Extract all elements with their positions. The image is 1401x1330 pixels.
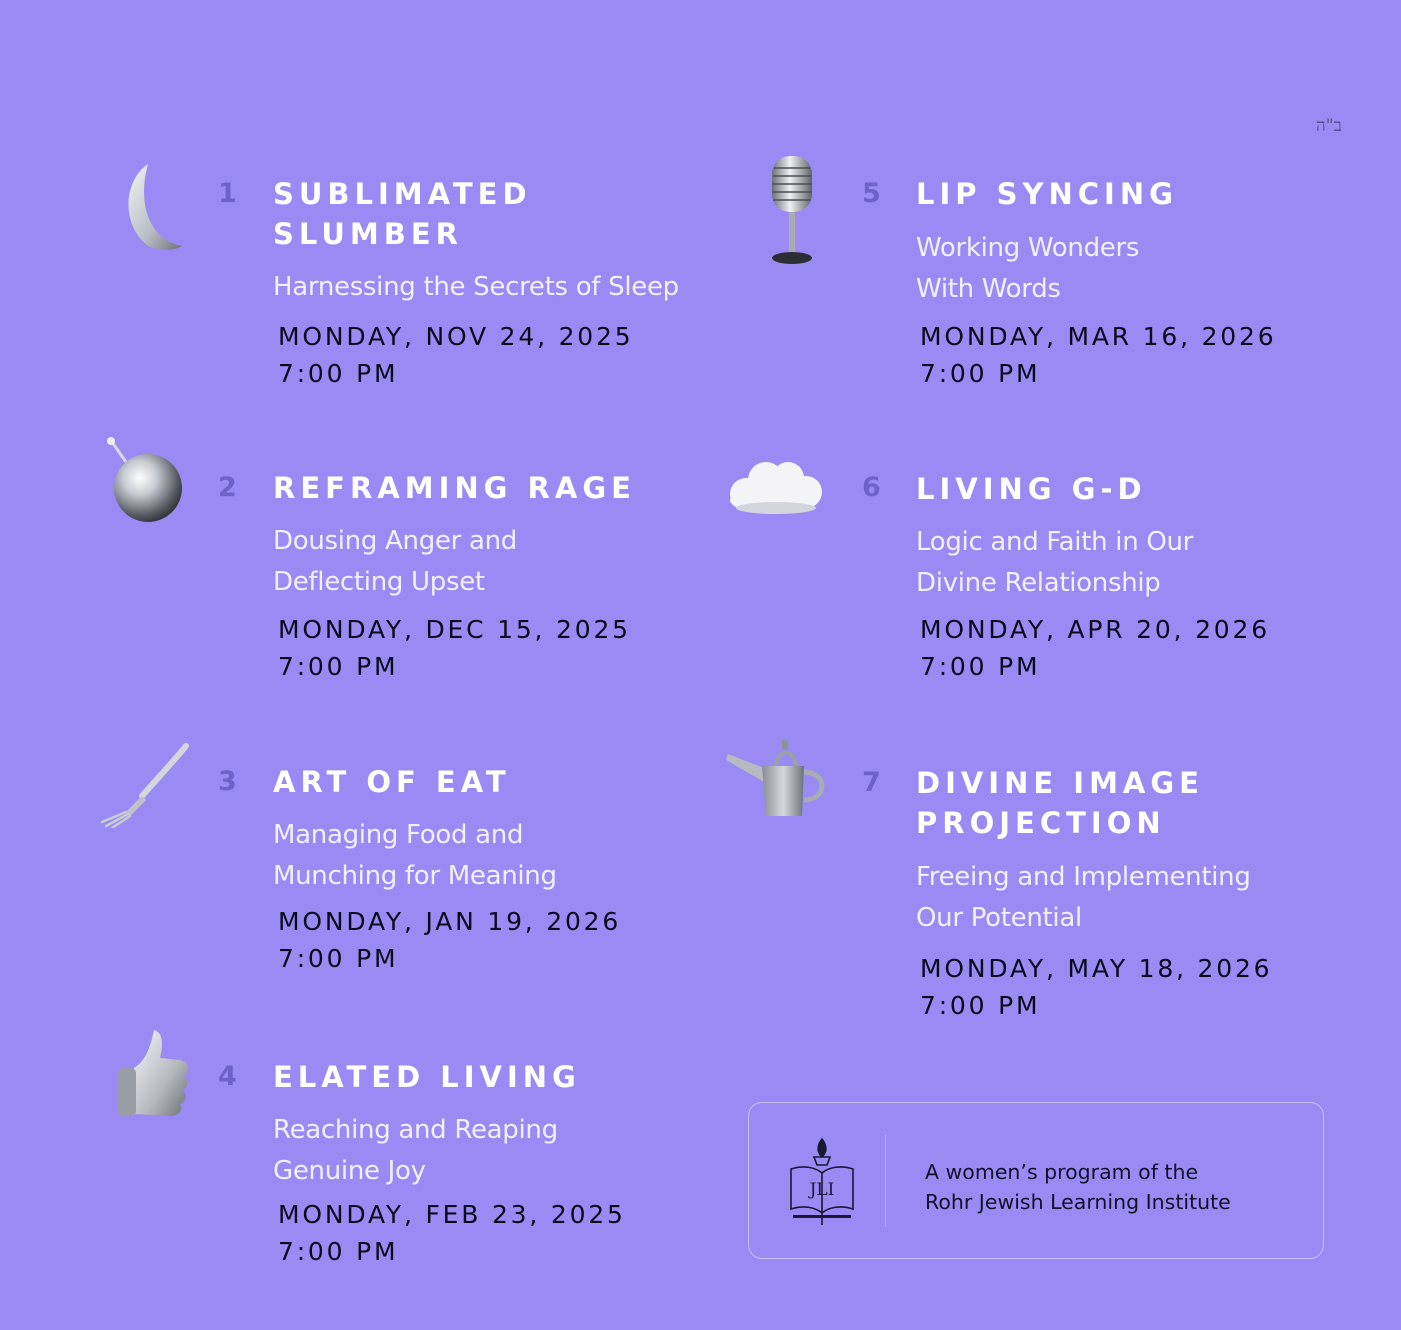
session-time: 7:00 PM — [278, 359, 399, 388]
session-title: ART OF EAT — [273, 765, 511, 799]
session-subtitle: Freeing and Implementing Our Potential — [916, 862, 1251, 933]
session-time: 7:00 PM — [278, 944, 399, 973]
session-title: LIVING G-D — [916, 472, 1147, 506]
watering-can-icon — [724, 738, 832, 820]
session-date: MONDAY, JAN 19, 2026 — [278, 907, 622, 936]
thumbs-up-icon — [114, 1028, 192, 1120]
moon-icon — [118, 160, 188, 252]
sponsor-text — [925, 1157, 1231, 1217]
session-title: SUBLIMATED SLUMBER — [273, 177, 532, 251]
sponsor-line-2: Rohr Jewish Learning Institute — [925, 1190, 1231, 1214]
session-time: 7:00 PM — [920, 359, 1041, 388]
sponsor-box — [748, 1102, 1324, 1259]
sponsor-line-1: A women’s program of the — [925, 1160, 1199, 1184]
ball-icon — [104, 436, 188, 526]
session-number: 6 — [862, 472, 881, 503]
session-number: 5 — [862, 178, 881, 209]
session-title: LIP SYNCING — [916, 177, 1178, 211]
session-title: ELATED LIVING — [273, 1060, 581, 1094]
session-date: MONDAY, APR 20, 2026 — [920, 615, 1270, 644]
session-number: 7 — [862, 767, 881, 798]
session-subtitle: Working Wonders With Words — [916, 233, 1140, 304]
session-title: DIVINE IMAGE PROJECTION — [916, 766, 1204, 840]
session-subtitle: Logic and Faith in Our Divine Relationship — [916, 527, 1194, 598]
session-subtitle: Harnessing the Secrets of Sleep — [273, 272, 679, 302]
bh-mark: ב"ה — [1316, 116, 1342, 136]
session-number: 4 — [218, 1061, 237, 1092]
session-number: 2 — [218, 472, 237, 503]
session-date: MONDAY, FEB 23, 2025 — [278, 1200, 626, 1229]
jli-logo-text: JLI — [809, 1180, 835, 1200]
session-time: 7:00 PM — [278, 652, 399, 681]
session-subtitle: Dousing Anger and Deflecting Upset — [273, 526, 517, 597]
session-title: REFRAMING RAGE — [273, 471, 636, 505]
session-date: MONDAY, DEC 15, 2025 — [278, 615, 631, 644]
jli-logo-icon — [787, 1135, 857, 1227]
session-number: 3 — [218, 766, 237, 797]
session-date: MONDAY, MAY 18, 2026 — [920, 954, 1273, 983]
session-date: MONDAY, NOV 24, 2025 — [278, 322, 634, 351]
session-time: 7:00 PM — [920, 991, 1041, 1020]
session-time: 7:00 PM — [278, 1237, 399, 1266]
microphone-icon — [766, 154, 818, 266]
session-date: MONDAY, MAR 16, 2026 — [920, 322, 1277, 351]
brand-divider — [885, 1135, 886, 1227]
session-subtitle: Managing Food and Munching for Meaning — [273, 820, 557, 891]
session-subtitle: Reaching and Reaping Genuine Joy — [273, 1115, 558, 1186]
session-time: 7:00 PM — [920, 652, 1041, 681]
session-number: 1 — [218, 178, 237, 209]
cloud-icon — [720, 456, 826, 516]
fork-icon — [96, 742, 192, 828]
